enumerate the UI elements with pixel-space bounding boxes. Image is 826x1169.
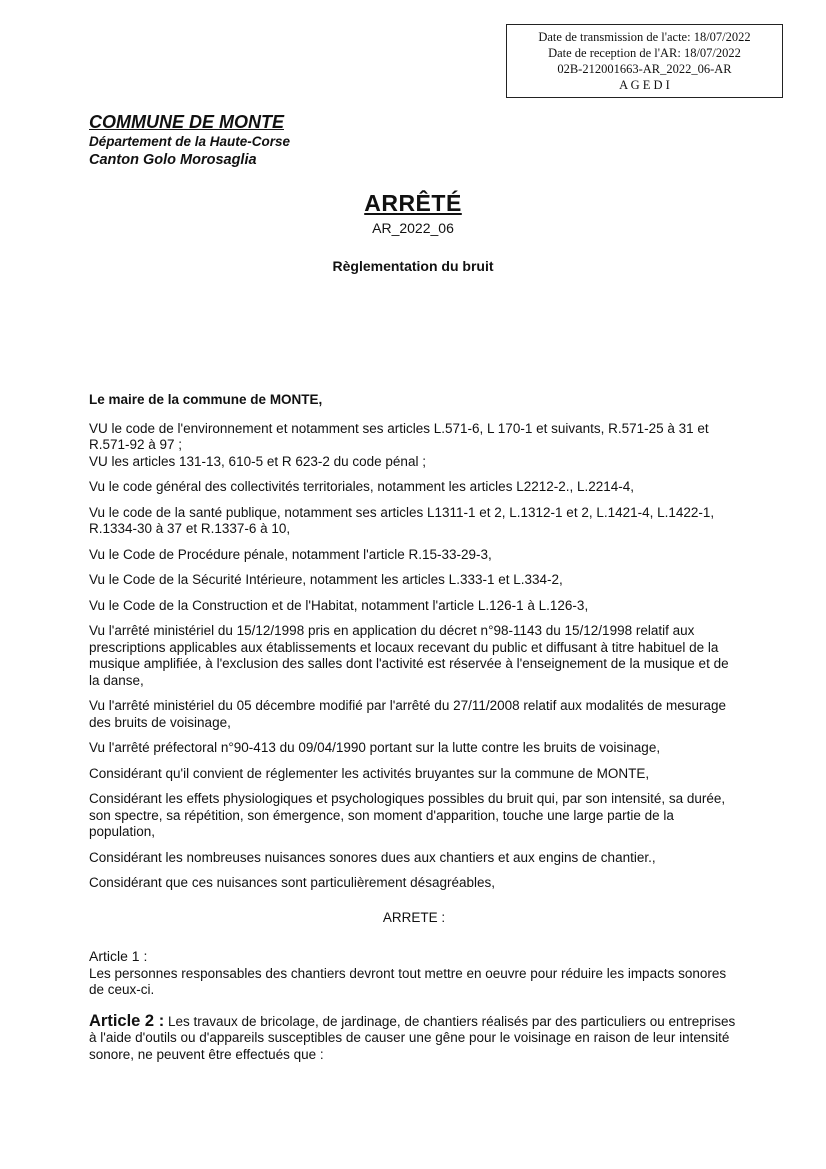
vu-paragraph [89, 421, 739, 471]
article-2 [89, 1013, 739, 1064]
vu-arrete-prefectoral: Vu l'arrêté préfectoral n°90-413 du 09/04/1990 portant sur la lutte contre les bruits de voisinage, [89, 740, 661, 755]
vu-construction-habitat: Vu le Code de la Construction et de l'Habitat, notamment l'article L.126-1 à L.126-3, [89, 597, 589, 613]
vu-arrete-2008: Vu l'arrêté ministériel du 05 décembre modifié par l'arrêté du 27/11/2008 relatif aux modalités de mesurage des bruits de voisinage, [89, 698, 726, 730]
commune-name: COMMUNE DE MONTE [89, 112, 284, 132]
vu-collectivites: Vu le code général des collectivités territoriales, notamment les articles L2212-2., L.2214-4, [89, 479, 635, 494]
document-subject: Règlementation du bruit [332, 258, 494, 274]
stamp-act-id: 02B-212001663-AR_2022_06-AR [557, 62, 732, 76]
vu-environnement: VU le code de l'environnement et notamment ses articles L.571-6, L 170-1 et suivants, R.571-25 à 31 et R.571-92 à 97 ; [89, 420, 709, 452]
considerant-2: Considérant les effets physiologiques et psychologiques possibles du bruit qui, par son intensité, sa durée, son spectre, sa répétition, son émergence, son moment d'apparition, touche une large partie de la population, [89, 791, 726, 839]
article-2-text: Les travaux de bricolage, de jardinage, de chantiers réalisés par des particuliers ou entreprises à l'aide d'outils ou d'appareils susceptibles de causer une gêne pour le voisinage en raison de leur intensité sonore, ne peuvent être effectués que : [89, 1013, 736, 1062]
stamp-reception-date: Date de reception de l'AR: 18/07/2022 [548, 46, 741, 60]
canton-name: Canton Golo Morosaglia [89, 152, 257, 168]
document-title: ARRÊTÉ [364, 190, 462, 216]
vu-arrete-1998: Vu l'arrêté ministériel du 15/12/1998 pris en application du décret n°98-1143 du 15/12/1998 relatif aux prescriptions applicables aux établissements et locaux recevant du public et diffusant à titre habituel de la musique amplifiée, à l'exclusion des salles dont l'activité est réservée à l'enseignement de la musique et de la danse, [89, 623, 729, 688]
vu-procedure-penale: Vu le Code de Procédure pénale, notamment l'article R.15-33-29-3, [89, 546, 492, 562]
vu-securite-interieure: Vu le Code de la Sécurité Intérieure, notamment les articles L.333-1 et L.334-2, [89, 572, 563, 587]
letterhead [89, 111, 290, 170]
arrete-heading: ARRETE : [382, 909, 446, 925]
document-number: AR_2022_06 [372, 220, 454, 236]
considerant-3: Considérant les nombreuses nuisances sonores dues aux chantiers et aux engins de chantier., [89, 849, 656, 865]
considerant-1: Considérant qu'il convient de réglementer les activités bruyantes sur la commune de MONTE, [89, 765, 650, 781]
stamp-transmission-date: Date de transmission de l'acte: 18/07/2022 [538, 30, 751, 44]
article-1-text: Les personnes responsables des chantiers devront tout mettre en oeuvre pour réduire les impacts sonores de ceux-ci. [89, 965, 727, 997]
article-1-heading: Article 1 : [89, 948, 148, 964]
transmission-stamp [506, 24, 783, 98]
maire-line: Le maire de la commune de MONTE, [89, 392, 323, 407]
stamp-agedi: A G E D I [619, 78, 670, 92]
document-body [89, 392, 739, 1072]
departement-name: Département de la Haute-Corse [89, 134, 291, 149]
article-2-heading: Article 2 : [89, 1011, 165, 1030]
article-1 [89, 948, 739, 999]
vu-code-penal: VU les articles 131-13, 610-5 et R 623-2 du code pénal ; [89, 453, 426, 469]
vu-sante-publique: Vu le code de la santé publique, notamment ses articles L1311-1 et 2, L.1312-1 et 2, L.1421-4, L.1422-1, R.1334-30 à 37 et R.1337-6 à 10, [89, 504, 715, 536]
considerant-4: Considérant que ces nuisances sont particulièrement désagréables, [89, 875, 495, 890]
